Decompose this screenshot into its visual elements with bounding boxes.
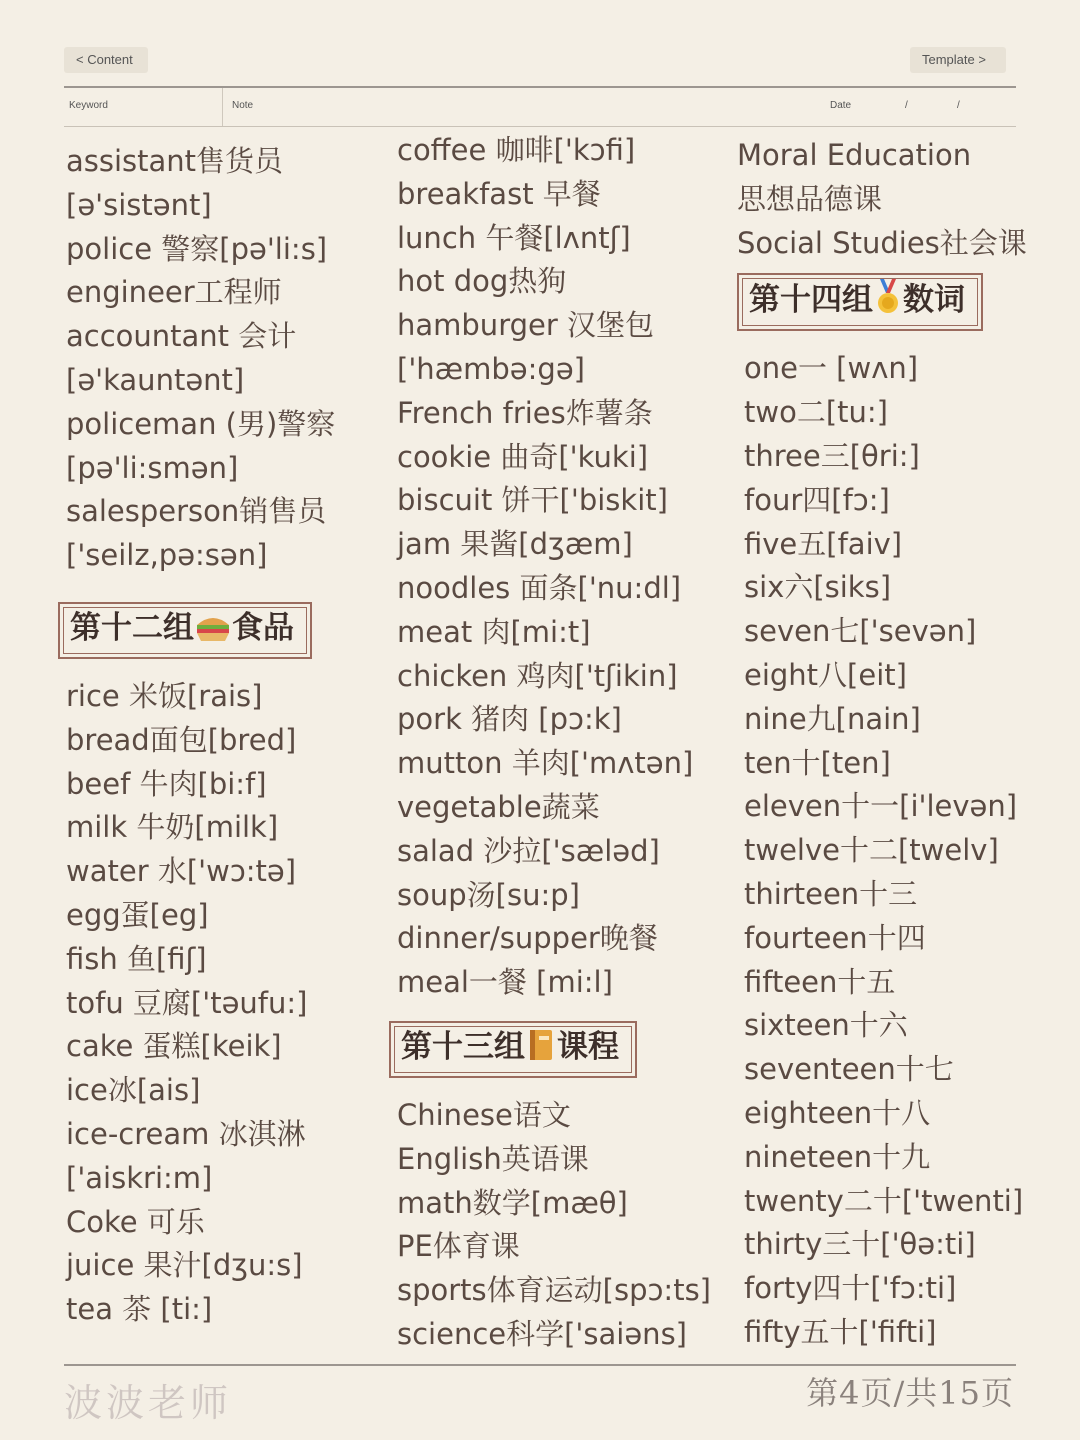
vocab-item: policeman (男)警察 bbox=[66, 406, 336, 441]
vocab-item: Coke 可乐 bbox=[66, 1204, 205, 1239]
vocab-item: fourteen十四 bbox=[744, 920, 926, 955]
vocab-item: 思想品德课 bbox=[737, 181, 883, 216]
vocab-item: police 警察[pə'li:s] bbox=[66, 231, 328, 266]
vocab-item: biscuit 饼干['biskit] bbox=[397, 483, 668, 518]
date-separator: / bbox=[905, 100, 908, 111]
vocab-item: milk 牛奶[milk] bbox=[66, 810, 279, 845]
date-separator: / bbox=[957, 100, 960, 111]
vocab-item: hot dog热狗 bbox=[397, 264, 567, 299]
vocab-item: noodles 面条['nu:dl] bbox=[397, 570, 682, 605]
vocab-item: pork 猪肉 [pɔ:k] bbox=[397, 702, 622, 737]
vocab-item: two二[tu:] bbox=[744, 395, 888, 430]
date-label: Date bbox=[830, 100, 852, 111]
vocab-item: ice-cream 冰淇淋 bbox=[66, 1116, 306, 1151]
page-indicator: 第4页/共15页 bbox=[806, 1374, 1014, 1412]
vocab-item: five五[faiv] bbox=[744, 526, 903, 561]
vocab-item: engineer工程师 bbox=[66, 275, 282, 310]
vocab-item: breakfast 早餐 bbox=[397, 176, 601, 211]
vocab-list bbox=[66, 140, 335, 578]
vocab-item: fifteen十五 bbox=[744, 964, 896, 999]
content-back-button[interactable]: < Content bbox=[64, 47, 148, 73]
column-2 bbox=[397, 129, 711, 1357]
vocab-item: ['aiskri:m] bbox=[66, 1160, 213, 1195]
vocab-item: vegetable蔬菜 bbox=[397, 789, 600, 824]
heading-text: 第十三组 bbox=[401, 1028, 525, 1065]
author-signature: 波波老师 bbox=[64, 1381, 233, 1425]
vocab-item: fifty五十['fifti] bbox=[744, 1314, 937, 1349]
vocab-item: chicken 鸡肉['tʃikin] bbox=[397, 658, 678, 693]
vocab-list bbox=[744, 347, 1027, 1354]
column-1 bbox=[66, 140, 335, 1332]
section-heading-subjects bbox=[389, 1021, 637, 1078]
vocab-item: French fries炸薯条 bbox=[397, 395, 653, 430]
vocab-item: mutton 羊肉['mʌtən] bbox=[397, 746, 694, 781]
template-button[interactable]: Template > bbox=[910, 47, 1006, 73]
vocab-item: thirteen十三 bbox=[744, 876, 918, 911]
vocab-item: math数学[mæθ] bbox=[397, 1185, 628, 1220]
vocab-item: nineteen十九 bbox=[744, 1139, 931, 1174]
column-3 bbox=[737, 134, 1027, 1355]
vocab-item: seventeen十七 bbox=[744, 1052, 954, 1087]
vocab-item: sixteen十六 bbox=[744, 1008, 908, 1043]
vocab-item: tofu 豆腐['təufu:] bbox=[66, 985, 308, 1020]
vocab-list bbox=[397, 1094, 711, 1357]
vocab-item: accountant 会计 bbox=[66, 319, 297, 354]
heading-text: 食品 bbox=[232, 609, 294, 646]
vocab-item: ten十[ten] bbox=[744, 745, 891, 780]
vocab-item: sports体育运动[spɔ:ts] bbox=[397, 1273, 711, 1308]
header-top-rule bbox=[64, 86, 1016, 88]
vocab-item: beef 牛肉[bi:f] bbox=[66, 766, 267, 801]
vocab-item: thirty三十['θə:ti] bbox=[744, 1227, 976, 1262]
vocab-item: twelve十二[twelv] bbox=[744, 833, 999, 868]
vocab-item: twenty二十['twenti] bbox=[744, 1183, 1024, 1218]
vocab-item: fish 鱼[fiʃ] bbox=[66, 941, 207, 976]
vocab-item: egg蛋[eg] bbox=[66, 897, 209, 932]
vocab-item: assistant售货员 bbox=[66, 144, 284, 178]
section-heading-numbers bbox=[737, 273, 983, 331]
vocab-item: juice 果汁[dʒu:s] bbox=[66, 1248, 303, 1283]
vocab-item: four四[fɔ:] bbox=[744, 482, 890, 517]
vocab-item: rice 米饭[rais] bbox=[66, 678, 263, 713]
vocab-item: lunch 午餐[lʌntʃ] bbox=[397, 220, 631, 255]
vocab-item: science科学['saiəns] bbox=[397, 1316, 687, 1351]
vocab-item: forty四十['fɔ:ti] bbox=[744, 1271, 957, 1306]
vocab-list bbox=[737, 134, 1027, 265]
vocab-item: English英语课 bbox=[397, 1141, 589, 1176]
vocab-item: cookie 曲奇['kuki] bbox=[397, 439, 649, 474]
vocab-list bbox=[397, 129, 711, 1005]
heading-text: 课程 bbox=[557, 1028, 619, 1065]
vocab-item: hamburger 汉堡包 bbox=[397, 308, 654, 343]
heading-text: 数词 bbox=[903, 282, 965, 319]
vocab-item: nine九[nain] bbox=[744, 701, 921, 736]
vocab-item: meal一餐 [mi:l] bbox=[397, 965, 613, 1000]
vocab-item: water 水['wɔ:tə] bbox=[66, 854, 297, 889]
vocab-item: three三[θri:] bbox=[744, 438, 920, 473]
vocab-item: jam 果酱[dʒæm] bbox=[397, 527, 633, 562]
vocab-item: cake 蛋糕[keik] bbox=[66, 1029, 282, 1064]
vocab-item: [ə'kauntənt] bbox=[66, 362, 245, 397]
vocab-item: dinner/supper晚餐 bbox=[397, 921, 658, 956]
vocab-list bbox=[66, 675, 335, 1332]
note-label: Note bbox=[232, 100, 254, 111]
heading-text: 第十四组 bbox=[749, 282, 873, 319]
vocab-item: eighteen十八 bbox=[744, 1095, 931, 1130]
sandwich-icon bbox=[195, 613, 231, 653]
vocab-item: PE体育课 bbox=[397, 1229, 520, 1264]
footer-rule bbox=[64, 1364, 1016, 1366]
notebook-icon bbox=[526, 1028, 556, 1072]
vocab-item: six六[siks] bbox=[744, 570, 892, 605]
vocab-item: [pə'li:smən] bbox=[66, 450, 239, 485]
vocab-item: soup汤[su:p] bbox=[397, 877, 580, 912]
vocab-item: Social Studies社会课 bbox=[737, 225, 1027, 260]
vocab-item: Moral Education bbox=[737, 138, 972, 172]
heading-text: 第十二组 bbox=[70, 609, 194, 646]
vocab-item: eight八[eit] bbox=[744, 657, 907, 692]
vocab-item: salesperson销售员 bbox=[66, 494, 327, 529]
vocab-item: bread面包[bred] bbox=[66, 722, 297, 757]
vocab-item: eleven十一[i'levən] bbox=[744, 789, 1018, 824]
vocab-item: meat 肉[mi:t] bbox=[397, 614, 591, 649]
vocab-item: coffee 咖啡['kɔfi] bbox=[397, 133, 636, 167]
vocab-item: salad 沙拉['sæləd] bbox=[397, 833, 660, 868]
vocab-item: ['hæmbə:gə] bbox=[397, 351, 585, 386]
vocab-item: Chinese语文 bbox=[397, 1097, 571, 1132]
vocab-item: tea 茶 [ti:] bbox=[66, 1292, 213, 1327]
keyword-label: Keyword bbox=[69, 100, 108, 111]
vocab-item: seven七['sevən] bbox=[744, 614, 977, 649]
vocab-item: ['seilz,pə:sən] bbox=[66, 538, 268, 573]
vocab-item: one一 [wʌn] bbox=[744, 351, 919, 386]
header-divider bbox=[222, 88, 223, 126]
medal-icon bbox=[874, 279, 902, 325]
vocab-item: ice冰[ais] bbox=[66, 1073, 201, 1108]
header-bottom-rule bbox=[64, 126, 1016, 127]
vocab-item: [ə'sistənt] bbox=[66, 187, 212, 222]
section-heading-food bbox=[58, 602, 312, 659]
